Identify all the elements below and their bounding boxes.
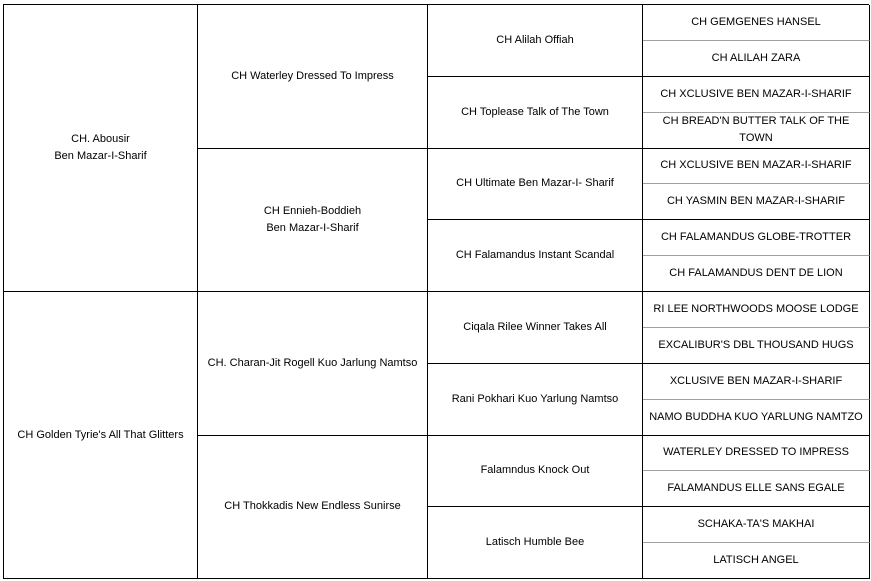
great-grandparent-cell: Falamndus Knock Out [428,436,643,508]
ancestor-cell: FALAMANDUS ELLE SANS EGALE [643,471,870,507]
pedigree-table [3,4,869,579]
ancestor-cell: CH FALAMANDUS GLOBE-TROTTER [643,220,870,256]
great-grandparent-cell: Latisch Humble Bee [428,507,643,579]
ancestor-cell: CH FALAMANDUS DENT DE LION [643,256,870,292]
great-grandparent-cell: CH Alilah Offiah [428,5,643,77]
great-grandparent-cell: CH Toplease Talk of The Town [428,77,643,149]
great-grandparent-cell: Ciqala Rilee Winner Takes All [428,292,643,364]
ancestor-cell: LATISCH ANGEL [643,543,870,579]
grandparent-cell: CH Ennieh-Boddieh Ben Mazar-I-Sharif [198,149,428,293]
ancestor-cell: WATERLEY DRESSED TO IMPRESS [643,436,870,472]
great-grandparent-cell: CH Falamandus Instant Scandal [428,220,643,292]
sire-cell: CH. Abousir Ben Mazar-I-Sharif [4,5,198,292]
ancestor-cell: CH BREAD'N BUTTER TALK OF THE TOWN [643,113,870,149]
grandparent-cell: CH Waterley Dressed To Impress [198,5,428,149]
ancestor-cell: SCHAKA-TA'S MAKHAI [643,507,870,543]
ancestor-cell: CH GEMGENES HANSEL [643,5,870,41]
grandparent-cell: CH. Charan-Jit Rogell Kuo Jarlung Namtso [198,292,428,436]
ancestor-cell: XCLUSIVE BEN MAZAR-I-SHARIF [643,364,870,400]
dam-cell: CH Golden Tyrie's All That Glitters [4,292,198,579]
ancestor-cell: EXCALIBUR'S DBL THOUSAND HUGS [643,328,870,364]
great-grandparent-cell: CH Ultimate Ben Mazar-I- Sharif [428,149,643,221]
great-grandparent-cell: Rani Pokhari Kuo Yarlung Namtso [428,364,643,436]
ancestor-cell: NAMO BUDDHA KUO YARLUNG NAMTZO [643,400,870,436]
ancestor-cell: CH ALILAH ZARA [643,41,870,77]
ancestor-cell: CH XCLUSIVE BEN MAZAR-I-SHARIF [643,149,870,185]
ancestor-cell: CH XCLUSIVE BEN MAZAR-I-SHARIF [643,77,870,113]
grandparent-cell: CH Thokkadis New Endless Sunirse [198,436,428,580]
ancestor-cell: CH YASMIN BEN MAZAR-I-SHARIF [643,184,870,220]
ancestor-cell: RI LEE NORTHWOODS MOOSE LODGE [643,292,870,328]
